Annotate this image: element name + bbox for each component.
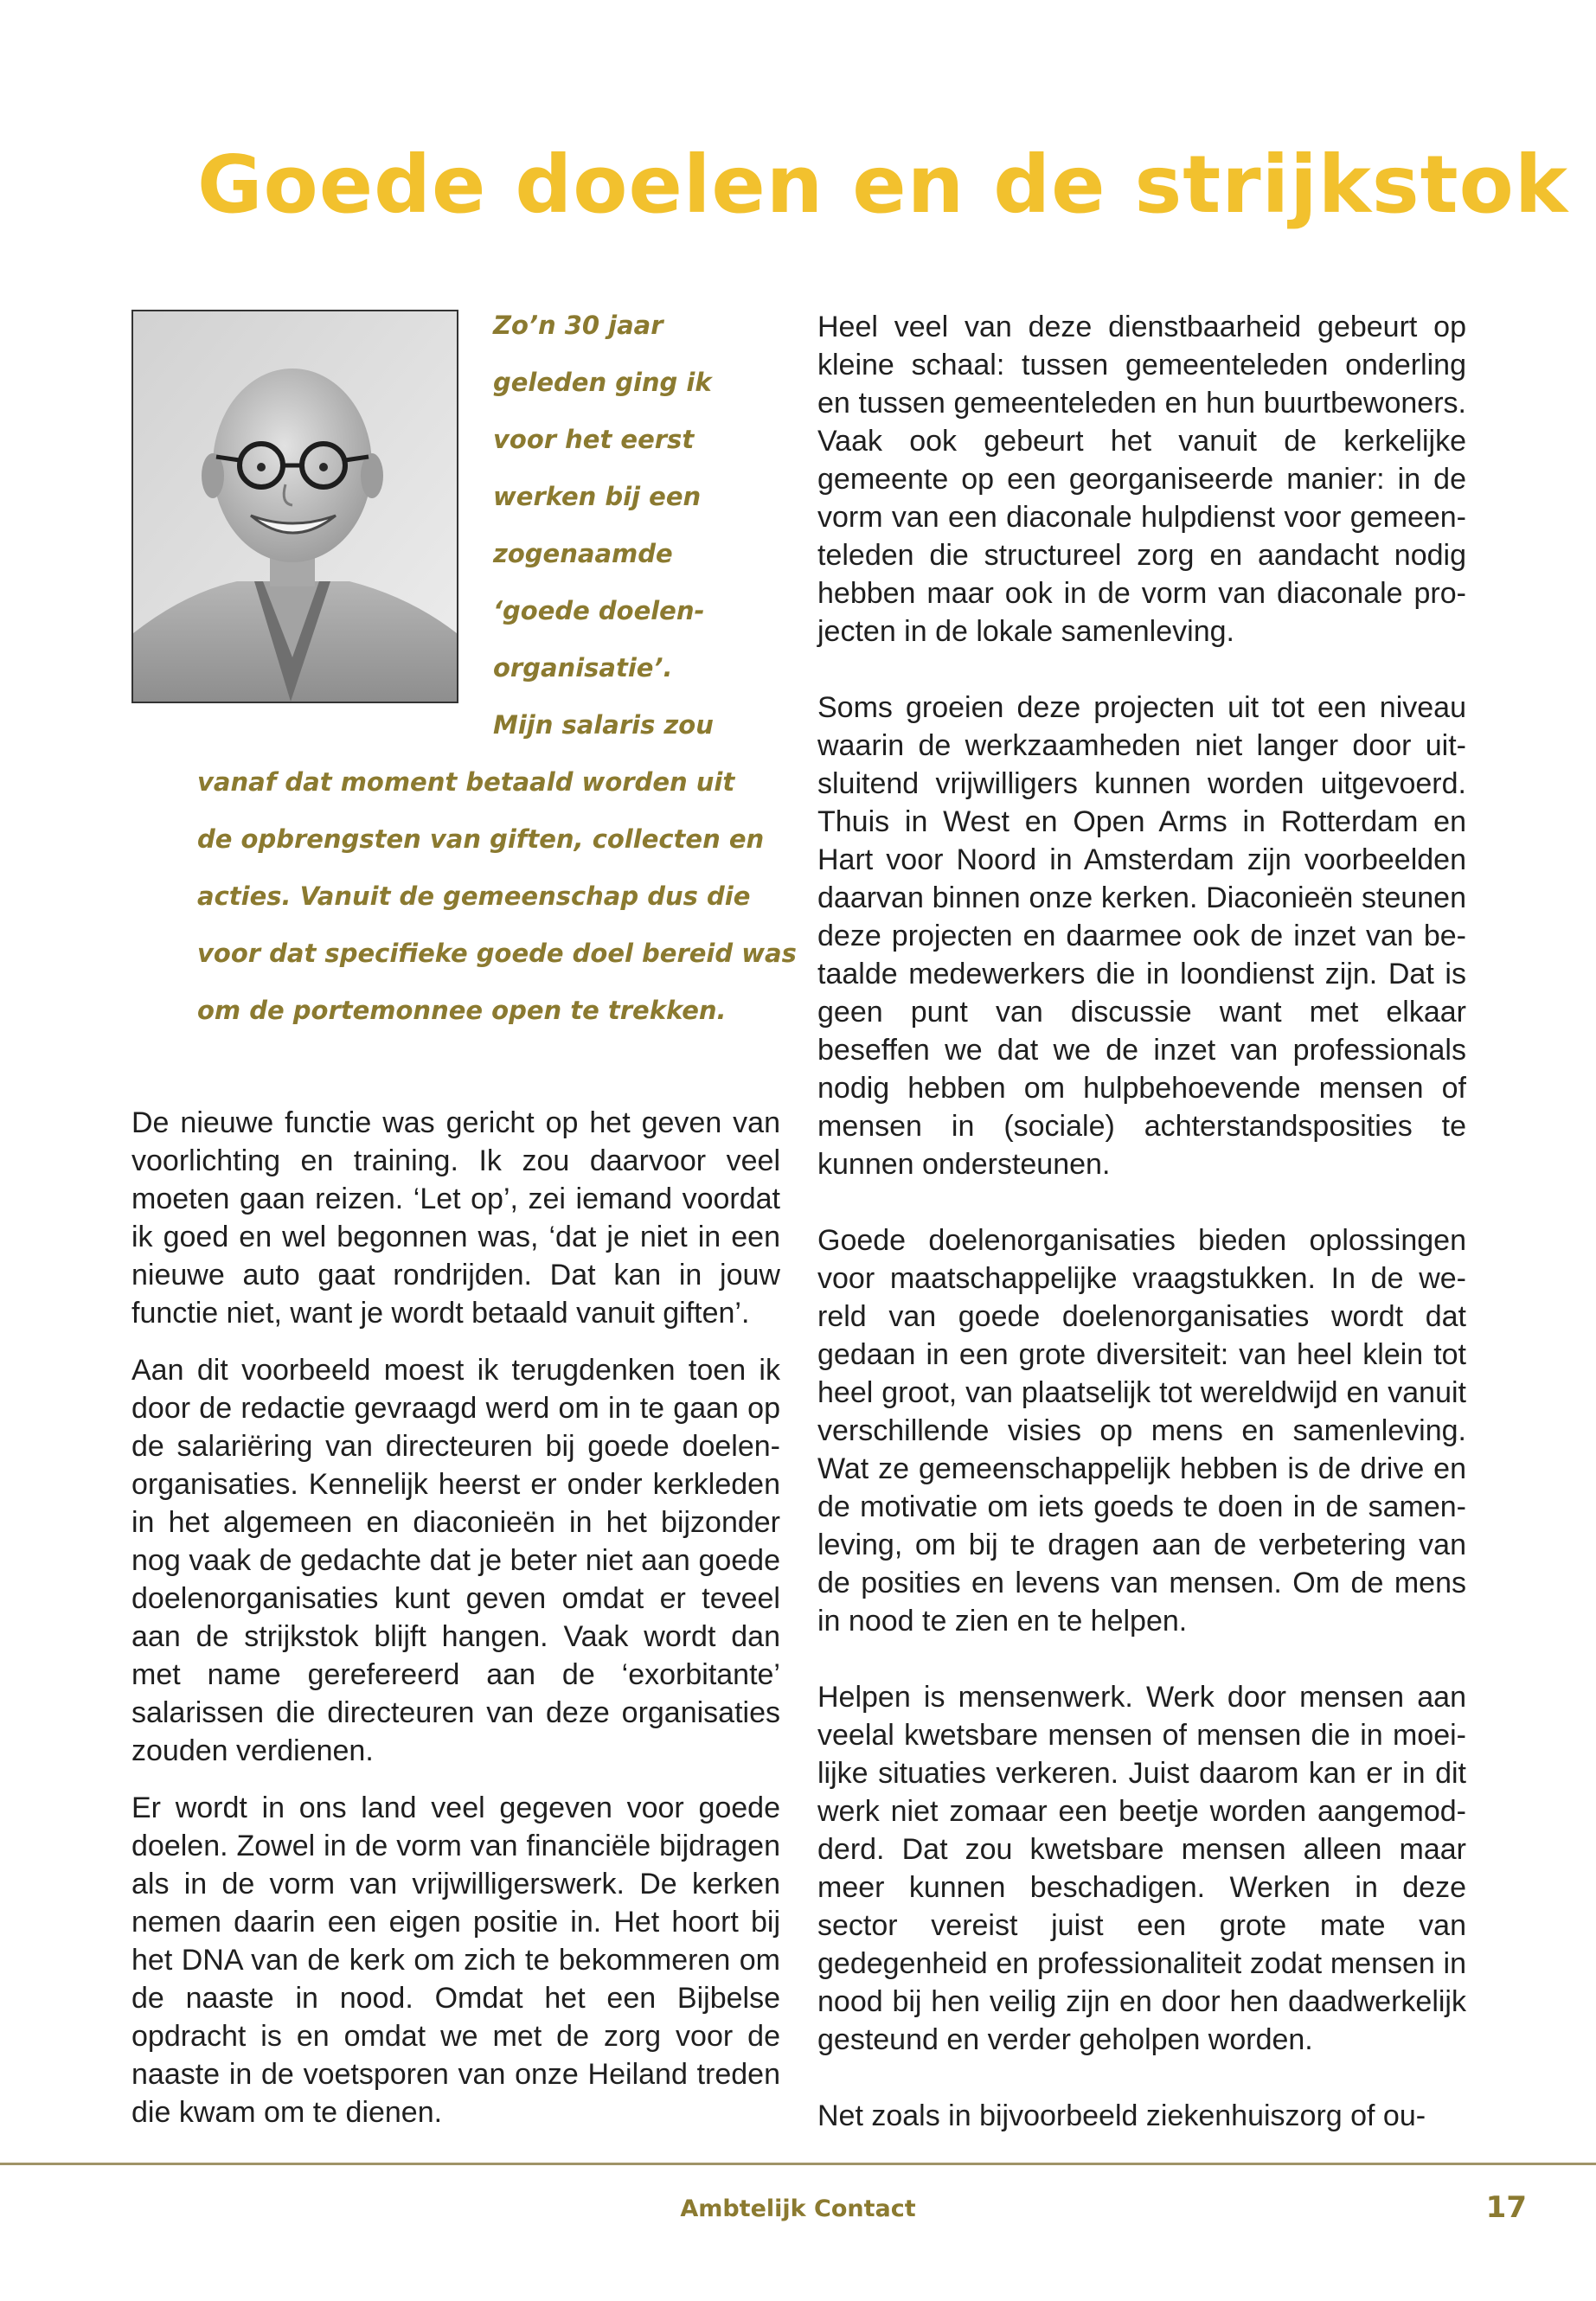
article-title: Goede doelen en de strijkstok: [197, 138, 1569, 231]
left-column: [131, 1104, 780, 2131]
portrait-photo-icon: [133, 311, 457, 702]
pull-quote-line: zogenaamde: [493, 539, 673, 568]
portrait-photo: [131, 310, 458, 703]
right-column: [817, 308, 1466, 2135]
pull-quote-line: ‘goede doelen-: [493, 596, 705, 625]
footer-divider: [0, 2163, 1596, 2165]
pull-quote-line: om de portemonnee open te trekken.: [197, 996, 727, 1025]
pull-quote-line: de opbrengsten van giften, collecten en: [197, 824, 765, 854]
body-paragraph: Aan dit voorbeeld moest ik terugdenken toen ik door de redactie gevraagd werd om in te gaan op de salariëring van directeuren bij goede doelenorganisaties. Kennelijk heerst er onder kerkleden in het algemeen en diaconieën in het bijzonder nog vaak de gedachte dat je beter niet aan goede doelenorganisaties kunt geven omdat er teveel aan de strijkstok blijft hangen. Vaak wordt dan met name gerefereerd aan de ‘exorbitante’ salarissen die directeuren van deze organisaties zouden verdienen.: [131, 1354, 780, 1767]
body-paragraph: Net zoals in bijvoorbeeld ziekenhuiszorg of ou-: [817, 2099, 1426, 2132]
pull-quote-line: organisatie’.: [493, 653, 673, 683]
body-paragraph: Helpen is mensenwerk. Werk door mensen aan veelal kwetsbare mensen of mensen die in moeilijke situaties verkeren. Juist daarom kan er in dit werk niet zomaar een beetje worden aangemodderd. Dat zou kwetsbare mensen alleen maar meer kunnen beschadigen. Werken in deze sector vereist juist een grote mate van gedegenheid en professionaliteit zodat mensen in nood bij hen veilig zijn en door hen daadwerkelijk gesteund en verder geholpen worden.: [817, 1681, 1466, 2056]
pull-quote-line: Zo’n 30 jaar: [493, 311, 663, 340]
pull-quote-line: voor het eerst: [493, 425, 695, 454]
pull-quote-line: werken bij een: [493, 482, 702, 511]
body-paragraph: Heel veel van deze dienstbaarheid gebeurt op kleine schaal: tussen gemeenteleden onderling en tussen gemeenteleden en hun buurtbewoners. Vaak ook gebeurt het vanuit de kerkelijke gemeente op een georganiseerde manier: in de vorm van een diaconale hulpdienst voor gemeenteleden die structureel zorg en aandacht nodig hebben maar ook in de vorm van diaconale projecten in de lokale samenleving.: [817, 311, 1466, 648]
pull-quote-line: Mijn salaris zou: [493, 710, 714, 740]
body-paragraph: Er wordt in ons land veel gegeven voor goede doelen. Zowel in de vorm van financiële bijdragen als in de vorm van vrijwilligerswerk. De kerken nemen daarin een eigen positie in. Het hoort bij het DNA van de kerk om zich te bekommeren om de naaste in nood. Omdat het een Bijbelse opdracht is en omdat we met de zorg voor de naaste in de voetsporen van onze Heiland treden die kwam om te dienen.: [131, 1791, 780, 2129]
publication-name: Ambtelijk Contact: [680, 2195, 916, 2222]
pull-quote-line: vanaf dat moment betaald worden uit: [197, 767, 735, 797]
body-paragraph: Goede doelenorganisaties bieden oplossingen voor maatschappelijke vraagstukken. In de wereld van goede doelenorganisaties wordt dat gedaan in een grote diversiteit: van heel klein tot heel groot, van plaatselijk tot wereldwijd en vanuit verschillende visies op mens en samenleving. Wat ze gemeenschappelijk hebben is de drive en de motivatie om iets goeds te doen in de samenleving, om bij te dragen aan de verbetering van de posities en levens van mensen. Om de mens in nood te zien en te helpen.: [817, 1224, 1466, 1638]
body-paragraph: Soms groeien deze projecten uit tot een niveau waarin de werkzaamheden niet langer door uitsluitend vrijwilligers kunnen worden uitgevoerd. Thuis in West en Open Arms in Rotterdam en Hart voor Noord in Amsterdam zijn voorbeelden daarvan binnen onze kerken. Diaconieën steunen deze projecten en daarmee ook de inzet van betaalde medewerkers die in loondienst zijn. Dat is geen punt van discussie want met elkaar beseffen we dat we de inzet van professionals nodig hebben om hulpbehoevende mensen of mensen in (sociale) achterstandsposities te kunnen ondersteunen.: [817, 691, 1466, 1181]
pull-quote-line: acties. Vanuit de gemeenschap dus die: [197, 881, 751, 911]
pull-quote-line: voor dat specifieke goede doel bereid was: [197, 939, 797, 968]
page-number: 17: [1485, 2190, 1527, 2225]
body-paragraph: De nieuwe functie was gericht op het geven van voorlichting en training. Ik zou daarvoor veel moeten gaan reizen. ‘Let op’, zei iemand voordat ik goed en wel begonnen was, ‘dat je niet in een nieuwe auto gaat rondrijden. Dat kan in jouw functie niet, want je wordt betaald vanuit giften’.: [131, 1106, 780, 1330]
pull-quote-line: geleden ging ik: [493, 368, 712, 397]
